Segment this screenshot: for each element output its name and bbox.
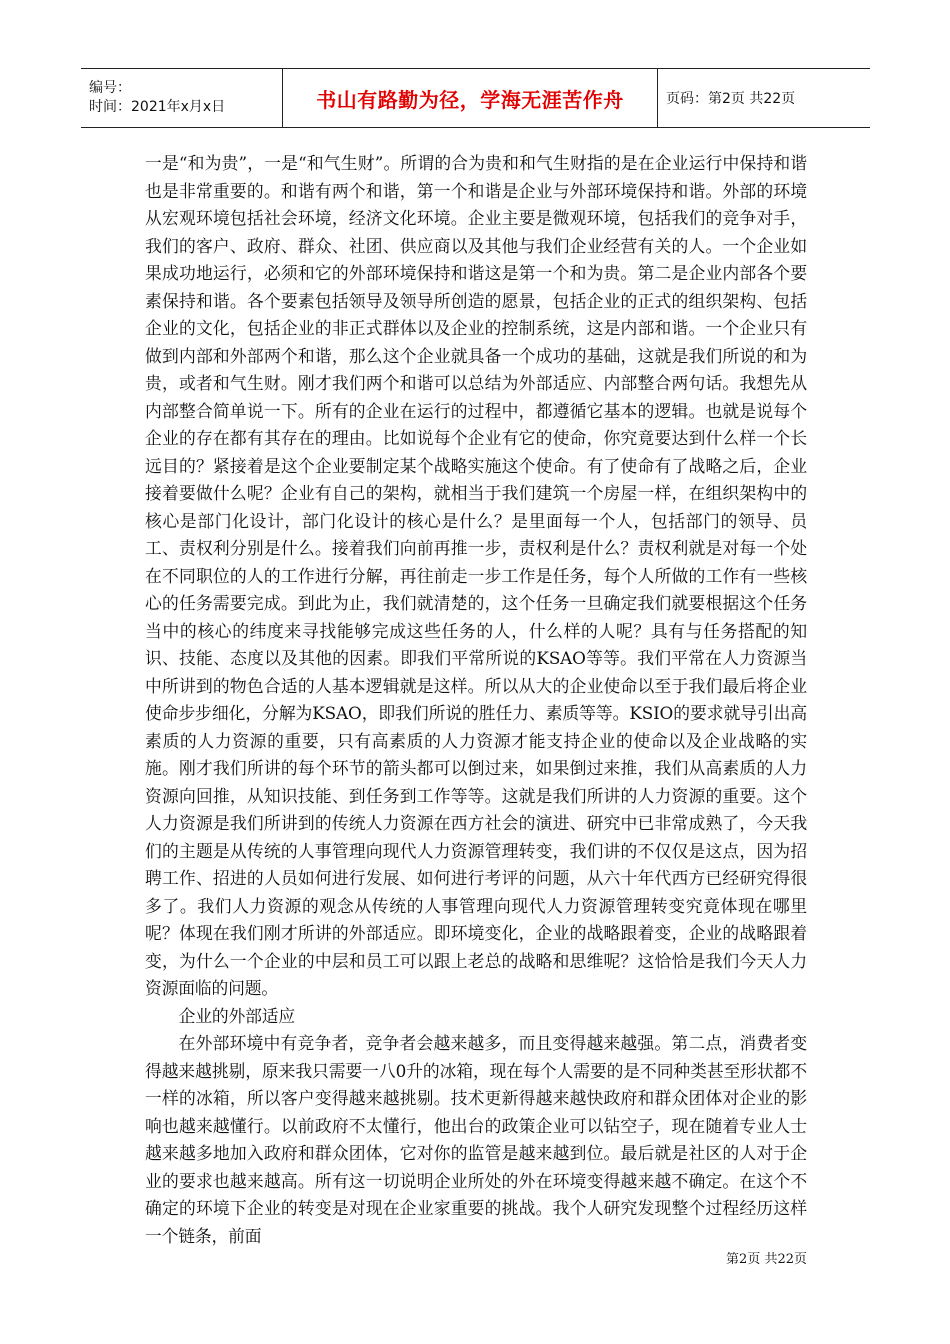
header-motto-cell (283, 69, 658, 127)
footer-page-number: 第2页 共22页 (726, 1252, 807, 1267)
page-header (81, 68, 870, 128)
body-paragraph: 一是“和为贵”，一是“和气生财”。所谓的合为贵和和气生财指的是在企业运行中保持和谐也是非常重要的。和谐有两个和谐，第一个和谐是企业与外部环境保持和谐。外部的环境从宏观环境包括社会环境，经济文化环境。企业主要是微观环境，包括我们的竞争对手，我们的客户、政府、群众、社团、供应商以及其他与我们企业经营有关的人。一个企业如果成功地运行，必须和它的外部环境保持和谐这是第一个和为贵。第二是企业内部各个要素保持和谐。各个要素包括领导及领导所创造的愿景，包括企业的正式的组织架构、包括企业的文化，包括企业的非正式群体以及企业的控制系统，这是内部和谐。一个企业只有做到内部和外部两个和谐，那么这个企业就具备一个成功的基础，这就是我们所说的和为贵，或者和气生财。刚才我们两个和谐可以总结为外部适应、内部整合两句话。我想先从内部整合简单说一下。所有的企业在运行的过程中，都遵循它基本的逻辑。也就是说每个企业的存在都有其存在的理由。比如说每个企业有它的使命，你究竟要达到什么样一个长远目的？紧接着是这个企业要制定某个战略实施这个使命。有了使命有了战略之后，企业接着要做什么呢？企业有自己的架构，就相当于我们建筑一个房屋一样，在组织架构中的核心是部门化设计，部门化设计的核心是什么？是里面每一个人，包括部门的领导、员工、责权利分别是什么。接着我们向前再推一步，责权利是什么？责权利就是对每一个处在不同职位的人的工作进行分解，再往前走一步工作是任务，每个人所做的工作有一些核心的任务需要完成。到此为止，我们就清楚的，这个任务一旦确定我们就要根据这个任务当中的核心的纬度来寻找能够完成这些任务的人，什么样的人呢？具有与任务搭配的知识、技能、态度以及其他的因素。即我们平常所说的KSAO等等。我们平常在人力资源当中所讲到的物色合适的人基本逻辑就是这样。所以从大的企业使命以至于我们最后将企业使命步步细化，分解为KSAO，即我们所说的胜任力、素质等等。KSIO的要求就导引出高素质的人力资源的重要，只有高素质的人力资源才能支持企业的使命以及企业战略的实施。刚才我们所讲的每个环节的箭头都可以倒过来，如果倒过来推，我们从高素质的人力资源向回推，从知识技能、到任务到工作等等。这就是我们所讲的人力资源的重要。这个人力资源是我们所讲到的传统人力资源在西方社会的演进、研究中已非常成熟了，今天我们的主题是从传统的人事管理向现代人力资源管理转变，我们讲的不仅仅是这点，因为招聘工作、招进的人员如何进行发展、如何进行考评的问题，从六十年代西方已经研究得很多了。我们人力资源的观念从传统的人事管理向现代人力资源管理转变究竟体现在哪里呢？体现在我们刚才所讲的外部适应。即环境变化，企业的战略跟着变，企业的战略跟着变，为什么一个企业的中层和员工可以跟上老总的战略和思维呢？这恰恰是我们今天人力资源面临的问题。 (145, 153, 807, 998)
header-page-number: 页码：第2页 共22页 (666, 91, 796, 107)
header-motto: 书山有路勤为径，学海无涯苦作舟 (316, 87, 624, 112)
body-paragraph: 在外部环境中有竞争者，竞争者会越来越多，而且变得越来越强。第二点，消费者变得越来越挑剔，原来我只需要一八0升的冰箱，现在每个人需要的是不同种类甚至形状都不一样的冰箱，所以客户变得越来越挑剔。技术更新得越来越快政府和群众团体对企业的影响也越来越懂行。以前政府不太懂行，他出台的政策企业可以钻空子，现在随着专业人士越来越多地加入政府和群众团体，它对你的监管是越来越到位。最后就是社区的人对于企业的要求也越来越高。所有这一切说明企业所处的外在环境变得越来越不确定。在这个不确定的环境下企业的转变是对现在企业家重要的挑战。我个人研究发现整个过程经历这样一个链条，前面 (145, 1033, 807, 1246)
header-page-cell (658, 69, 870, 127)
header-meta (81, 69, 283, 127)
document-body (145, 150, 807, 1250)
page-footer (726, 1248, 807, 1267)
document-number: 编号： (89, 80, 131, 96)
section-heading: 企业的外部适应 (178, 1005, 296, 1026)
document-time: 时间：2021年x月x日 (89, 99, 226, 115)
